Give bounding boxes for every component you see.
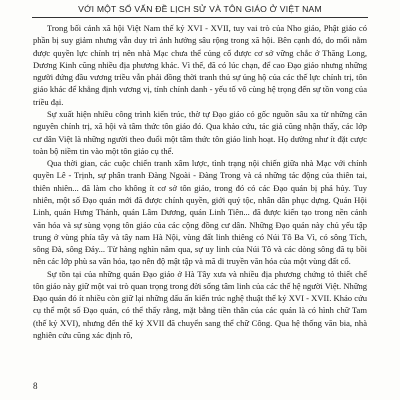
body-text [33,22,367,341]
paragraph-2: Sự xuất hiện nhiều công trình kiến trúc, thờ tự Đạo giáo có gốc nguồn sâu xa từ những căn nguyên chính trị, xã hội và tâm thức tôn giáo đó. Qua khảo cứu, tác giả cũng nhận thấy, các lớp cư dân Việt là những người theo đuổi một tâm thức tôn giáo linh hoạt. Họ dường như ít đặt cược toàn bộ niềm tin vào một tôn giáo cụ thể. [33,108,367,156]
paragraph-3: Qua thời gian, các cuộc chiến tranh xâm lược, tình trạng nội chiến giữa nhà Mạc với chính quyền Lê - Trịnh, sự phân tranh Đàng Ngoài - Đàng Trong và cả những tác động của thiên tai, thiên nhiên... đã làm cho không ít cơ sở tôn giáo, trong đó có các Đạo quán bị phá hủy. Tuy nhiên, một số Đạo quán mới đã được chính quyền, giới quý tộc, nhân dân phục dựng. Quán Hội Linh, quán Hưng Thánh, quán Lâm Dương, quán Linh Tiên... đã được kiến tạo trong nền cảnh văn hóa và sự sùng vọng tôn giáo của các cộng đồng cư dân. Những Đạo quán này chủ yếu tập trung ở vùng phía tây và tây nam Hà Nội, vùng đất linh thiêng có Núi Tô Ba Vì, có sông Tích, sông Đà, sông Đáy... Từ hàng nghìn năm qua, sự uy linh của Núi Tô và các dòng sông đã tụ bồi nên các lớp phù sa văn hóa, tạo nên độ mật tập và mã di truyền văn hóa của một vùng đất cổ. [33,158,367,267]
header-divider [32,17,368,18]
running-header: VỚI MỘT SỐ VẤN ĐỀ LỊCH SỬ VÀ TÔN GIÁO Ở VIỆT NAM [78,4,322,14]
paragraph-4: Sự tồn tại của những quán Đạo giáo ở Hà Tây xưa và nhiều địa phương chứng tỏ thiết chế tôn giáo này giữ một vai trò quan trọng trong đời sống tâm linh của các thế hệ người Việt. Những Đạo quán đó ít nhiều còn giữ lại những dấu ấn kiến trúc nghệ thuật thế kỷ XVI - XVII. Khảo cứu cụ thể một số Đạo quán, có thể thấy rằng, mặt bằng tiền thân của các quán là có hình chữ Tam (thế kỷ XVI), nhưng đến thế kỷ XVII đã chuyển sang thể chữ Công. Qua hệ thống văn bia, nhà nghiên cứu cũng xác định rõ, [33,268,367,341]
page-number: 8 [33,381,38,391]
paragraph-1: Trong bối cảnh xã hội Việt Nam thế kỷ XVI - XVII, tuy vai trò của Nho giáo, Phật giáo có phần bị suy giảm nhưng vẫn duy trì ảnh hưởng sâu rộng trong xã hội. Bên cạnh đó, do mối nằm được quyền lực chính trị nên nhà Mạc chưa thể củng cố được cơ sở vững chắc ở Thăng Long, Dương Kinh cũng nhiều địa phương khác. Vì thế, đã có lúc chạn, để cao Đạo giáo nhưng những người đứng đầu vương triều vẫn phải đồng thời tranh thủ sự ủng hộ của các thế lực chính trị, tôn giáo khác để khẳng định vương vị, tính chính danh - yếu tố vô cùng hệ trọng đến sự tồn vong của triều đại. [33,23,367,107]
